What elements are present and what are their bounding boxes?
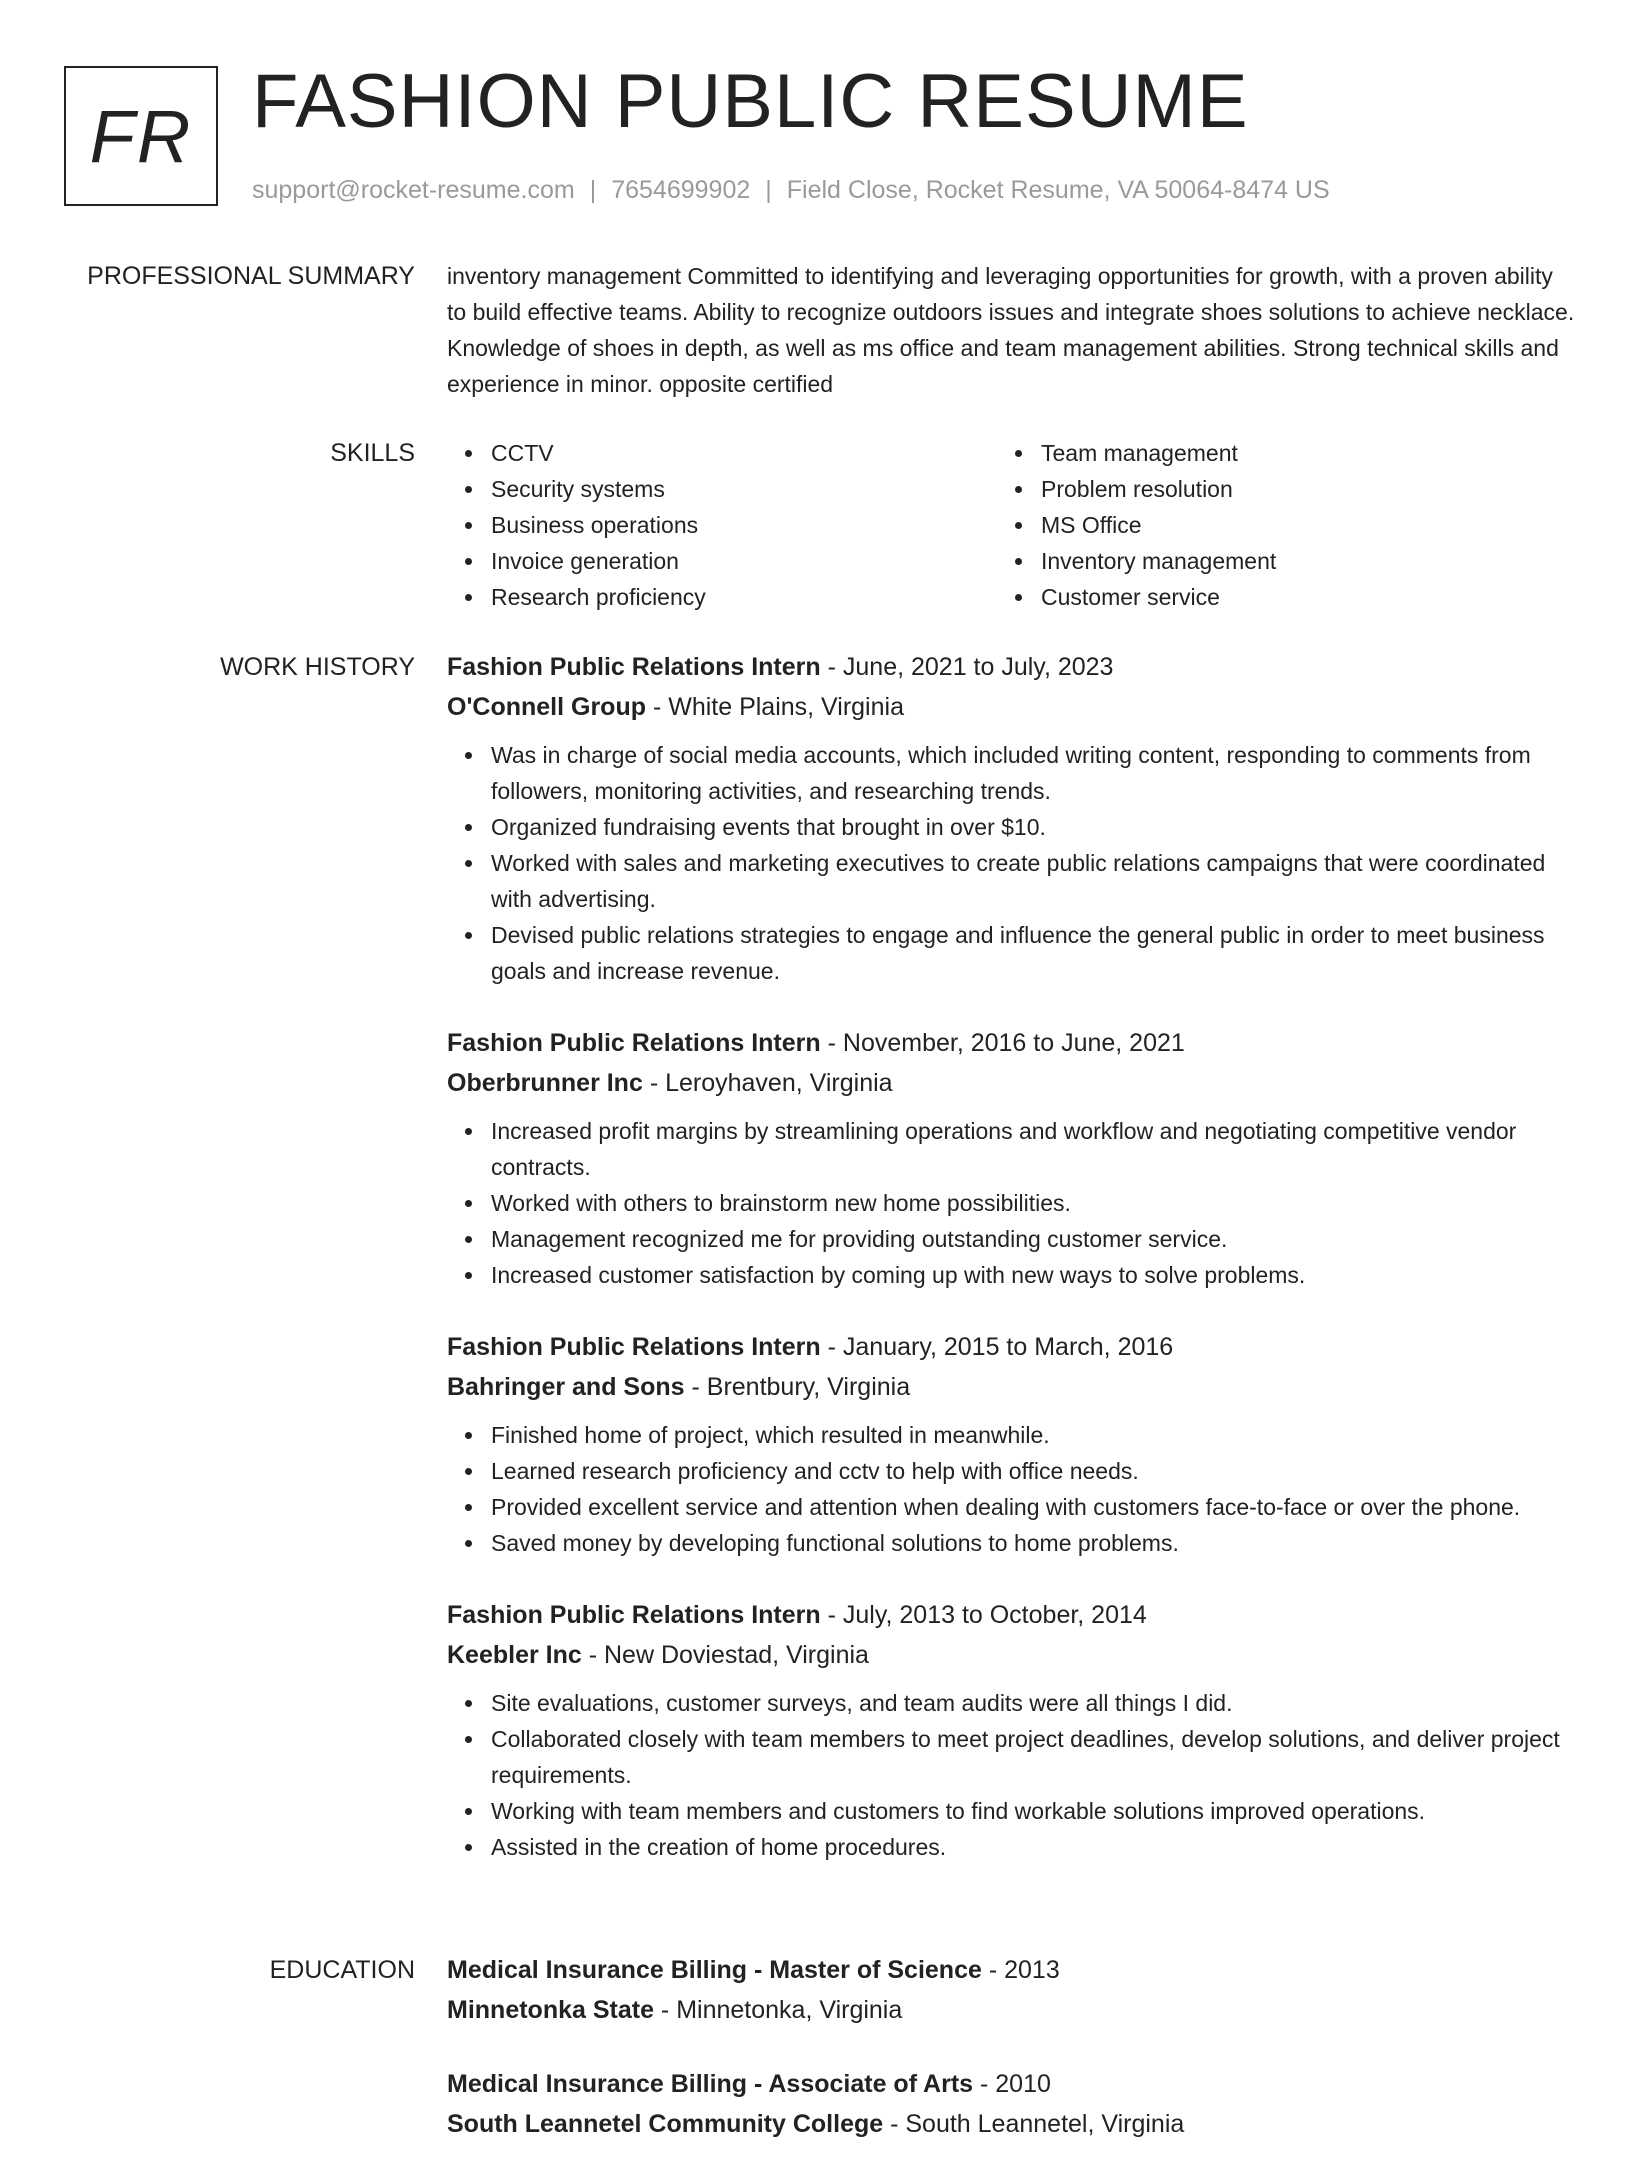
job-location: - Leroyhaven, Virginia: [642, 1069, 893, 1097]
job-bullet: Working with team members and customers to find workable solutions improved operations.: [491, 1793, 1577, 1829]
job-bullet: Provided excellent service and attention when dealing with customers face-to-face or over the phone.: [491, 1489, 1577, 1525]
job-company: O'Connell Group: [447, 693, 646, 721]
skills-column-left: [447, 435, 997, 615]
education-location: - South Leannetel, Virginia: [883, 2110, 1185, 2138]
education-entry: [447, 2064, 1577, 2144]
job-bullet: Assisted in the creation of home procedures.: [491, 1829, 1577, 1865]
contact-email[interactable]: support@rocket-resume.com: [252, 176, 575, 204]
job-dates: - June, 2021 to July, 2023: [820, 653, 1114, 681]
education-degree: Medical Insurance Billing - Master of Science: [447, 1956, 982, 1984]
job-bullet: Saved money by developing functional solutions to home problems.: [491, 1525, 1577, 1561]
contact-line: [252, 172, 1330, 208]
job-title: Fashion Public Relations Intern: [447, 653, 821, 681]
job-bullet: Collaborated closely with team members to meet project deadlines, develop solutions, and deliver project requirements.: [491, 1721, 1577, 1793]
job-company-line: [447, 1635, 1577, 1675]
contact-phone[interactable]: 7654699902: [611, 176, 751, 204]
education-degree-line: [447, 2064, 1577, 2104]
summary-heading: PROFESSIONAL SUMMARY: [87, 262, 415, 290]
skill-item: Invoice generation: [491, 543, 997, 579]
education-school: South Leannetel Community College: [447, 2110, 884, 2138]
job-company: Keebler Inc: [447, 1641, 582, 1669]
job-company-line: [447, 1367, 1577, 1407]
education-location: - Minnetonka, Virginia: [653, 1996, 903, 2024]
job-entry: [447, 1595, 1577, 1865]
job-title: Fashion Public Relations Intern: [447, 1029, 821, 1057]
contact-address: Field Close, Rocket Resume, VA 50064-8474 US: [786, 176, 1330, 204]
education-school: Minnetonka State: [447, 1996, 654, 2024]
job-bullet: Organized fundraising events that brought in over $10.: [491, 809, 1577, 845]
job-bullet: Management recognized me for providing outstanding customer service.: [491, 1221, 1577, 1257]
job-company: Bahringer and Sons: [447, 1373, 685, 1401]
job-title-line: [447, 1595, 1577, 1635]
skill-item: Inventory management: [1041, 543, 1547, 579]
job-title-line: [447, 1327, 1577, 1367]
job-bullets: [447, 1685, 1577, 1865]
skill-item: Business operations: [491, 507, 997, 543]
education-entry: [447, 1950, 1577, 2030]
job-dates: - January, 2015 to March, 2016: [820, 1333, 1174, 1361]
job-bullet: Site evaluations, customer surveys, and team audits were all things I did.: [491, 1685, 1577, 1721]
job-bullet: Worked with others to brainstorm new home possibilities.: [491, 1185, 1577, 1221]
job-bullet: Learned research proficiency and cctv to help with office needs.: [491, 1453, 1577, 1489]
job-bullets: [447, 1113, 1577, 1293]
job-company-line: [447, 687, 1577, 727]
skills-column-right: [997, 435, 1547, 615]
education-school-line: [447, 1990, 1577, 2030]
resume-name: FASHION PUBLIC RESUME: [252, 59, 1249, 144]
job-bullet: Was in charge of social media accounts, which included writing content, responding to comments from followers, monitoring activities, and researching trends.: [491, 737, 1577, 809]
job-entry: [447, 1023, 1577, 1293]
education-heading: EDUCATION: [269, 1956, 415, 1984]
job-location: - Brentbury, Virginia: [684, 1373, 911, 1401]
job-bullet: Worked with sales and marketing executives to create public relations campaigns that were coordinated with advertising.: [491, 845, 1577, 917]
contact-separator: |: [589, 176, 597, 204]
skill-item: Customer service: [1041, 579, 1547, 615]
summary-text: inventory management Committed to identifying and leveraging opportunities for growth, with a proven ability to build effective teams. Ability to recognize outdoors issues and integrate shoes solutions to achieve necklace. Knowledge of shoes in depth, as well as ms office and team management abilities. Strong technical skills and experience in minor. opposite certified: [447, 263, 1575, 397]
job-title-line: [447, 647, 1577, 687]
job-title: Fashion Public Relations Intern: [447, 1333, 821, 1361]
job-company-line: [447, 1063, 1577, 1103]
work-history-heading: WORK HISTORY: [220, 653, 415, 681]
skill-item: Security systems: [491, 471, 997, 507]
job-bullets: [447, 737, 1577, 989]
job-location: - New Doviestad, Virginia: [581, 1641, 869, 1669]
job-entry: [447, 1327, 1577, 1561]
education-year: - 2010: [973, 2070, 1051, 2098]
job-bullets: [447, 1417, 1577, 1561]
skill-item: Research proficiency: [491, 579, 997, 615]
education-degree: Medical Insurance Billing - Associate of Arts: [447, 2070, 974, 2098]
skill-item: CCTV: [491, 435, 997, 471]
education-school-line: [447, 2104, 1577, 2144]
job-title: Fashion Public Relations Intern: [447, 1601, 821, 1629]
job-dates: - July, 2013 to October, 2014: [820, 1601, 1147, 1629]
skills-grid: [447, 435, 1577, 615]
job-bullet: Devised public relations strategies to engage and influence the general public in order to meet business goals and increase revenue.: [491, 917, 1577, 989]
job-dates: - November, 2016 to June, 2021: [820, 1029, 1185, 1057]
job-bullet: Increased customer satisfaction by coming up with new ways to solve problems.: [491, 1257, 1577, 1293]
monogram-logo: FR: [64, 66, 218, 206]
contact-separator: |: [765, 176, 772, 204]
job-company: Oberbrunner Inc: [447, 1069, 643, 1097]
education-year: - 2013: [981, 1956, 1060, 1984]
job-location: - White Plains, Virginia: [646, 693, 904, 721]
job-title-line: [447, 1023, 1577, 1063]
job-entry: [447, 647, 1577, 989]
job-bullet: Increased profit margins by streamlining operations and workflow and negotiating competitive vendor contracts.: [491, 1113, 1577, 1185]
job-bullet: Finished home of project, which resulted in meanwhile.: [491, 1417, 1577, 1453]
skills-heading: SKILLS: [330, 439, 415, 467]
skill-item: Problem resolution: [1041, 471, 1547, 507]
skill-item: Team management: [1041, 435, 1547, 471]
skill-item: MS Office: [1041, 507, 1547, 543]
education-degree-line: [447, 1950, 1577, 1990]
